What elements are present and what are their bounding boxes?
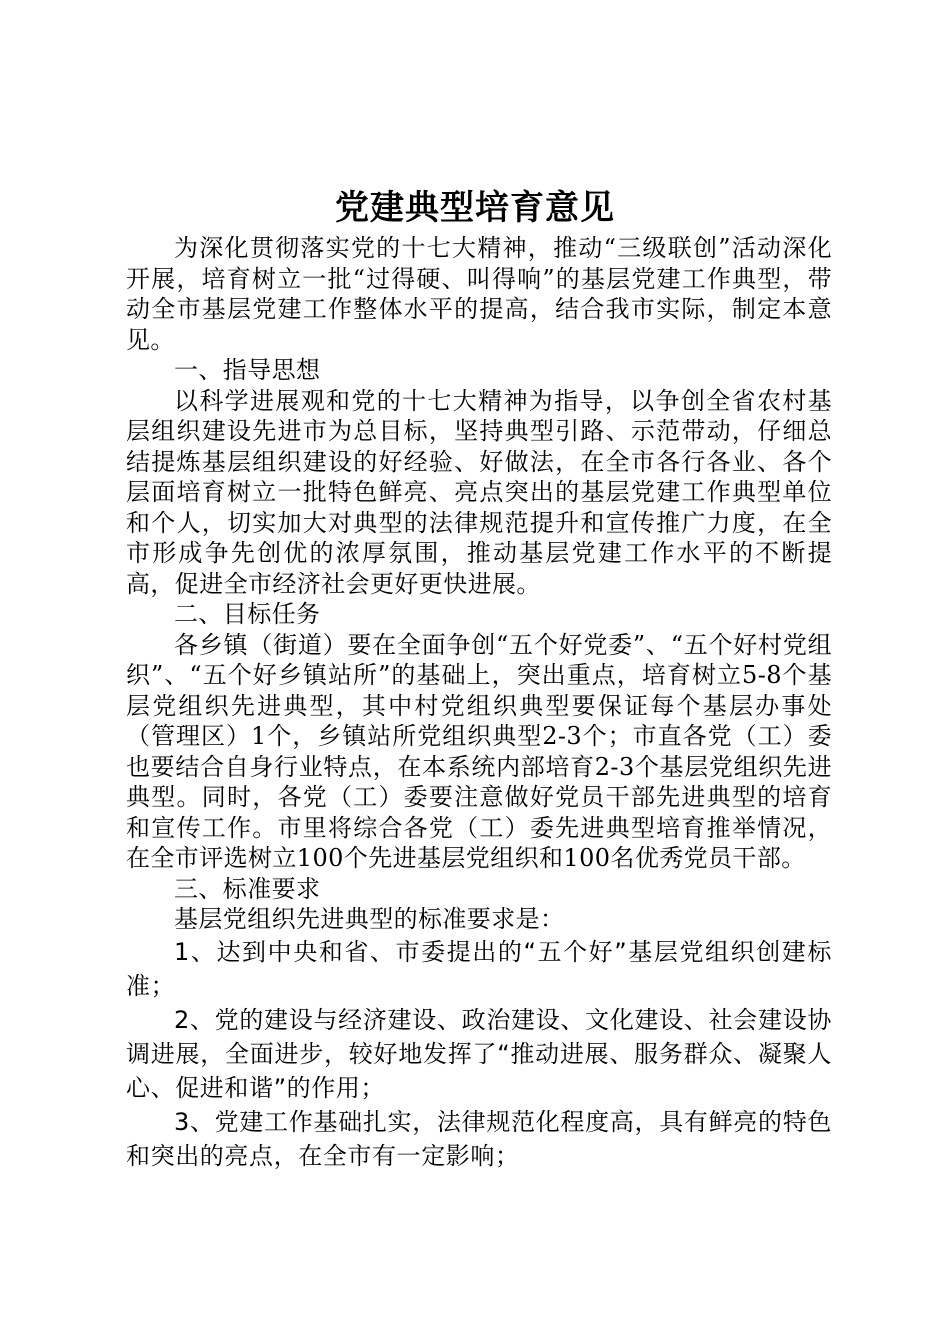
guiding-ideology-paragraph: 以科学进展观和党的十七大精神为指导，以争创全省农村基层组织建设先进市为总目标，坚持典型引路、示范带动，仔细总结提炼基层组织建设的好经验、好做法，在全市各行各业、各个层面培育树立一批特色鲜亮、亮点突出的基层党建工作典型单位和个人，切实加大对典型的法律规范提升和宣传推广力度，在全市形成争先创优的浓厚氛围，推动基层党建工作水平的不断提高，促进全市经济社会更好更快进展。 xyxy=(126,386,832,598)
standard-item-3: 3、党建工作基础扎实，法律规范化程度高，具有鲜亮的特色和突出的亮点，在全市有一定影响； xyxy=(126,1107,832,1170)
standard-item-1: 1、达到中央和省、市委提出的“五个好”基层党组织创建标准； xyxy=(126,937,832,1000)
standard-item-2: 2、党的建设与经济建设、政治建设、文化建设、社会建设协调进展，全面进步，较好地发挥了“推动进展、服务群众、凝聚人心、促进和谐”的作用； xyxy=(126,1005,832,1102)
section-heading-standards: 三、标准要求 xyxy=(174,874,321,903)
standards-intro-paragraph: 基层党组织先进典型的标准要求是： xyxy=(174,905,565,933)
intro-paragraph: 为深化贯彻落实党的十七大精神，推动“三级联创”活动深化开展，培育树立一批“过得硬、叫得响”的基层党建工作典型，带动全市基层党建工作整体水平的提高，结合我市实际，制定本意见。 xyxy=(126,234,832,354)
section-heading-goals: 二、目标任务 xyxy=(174,600,321,628)
document-title: 党建典型培育意见 xyxy=(335,188,615,228)
document-body xyxy=(126,233,832,1173)
section-heading-guiding-ideology: 一、指导思想 xyxy=(174,356,321,384)
goals-paragraph: 各乡镇（街道）要在全面争创“五个好党委”、“五个好村党组织”、“五个好乡镇站所”的基础上，突出重点，培育树立5-8个基层党组织先进典型，其中村党组织典型要保证每个基层办事处（管理区）1个，乡镇站所党组织典型2-3个；市直各党（工）委也要结合自身行业特点，在本系统内部培育2-3个基层党组织先进典型。同时，各党（工）委要注意做好党员干部先进典型的培育和宣传工作。市里将综合各党（工）委先进典型培育推举情况，在全市评选树立100个先进基层党组织和100名优秀党员干部。 xyxy=(126,630,832,872)
